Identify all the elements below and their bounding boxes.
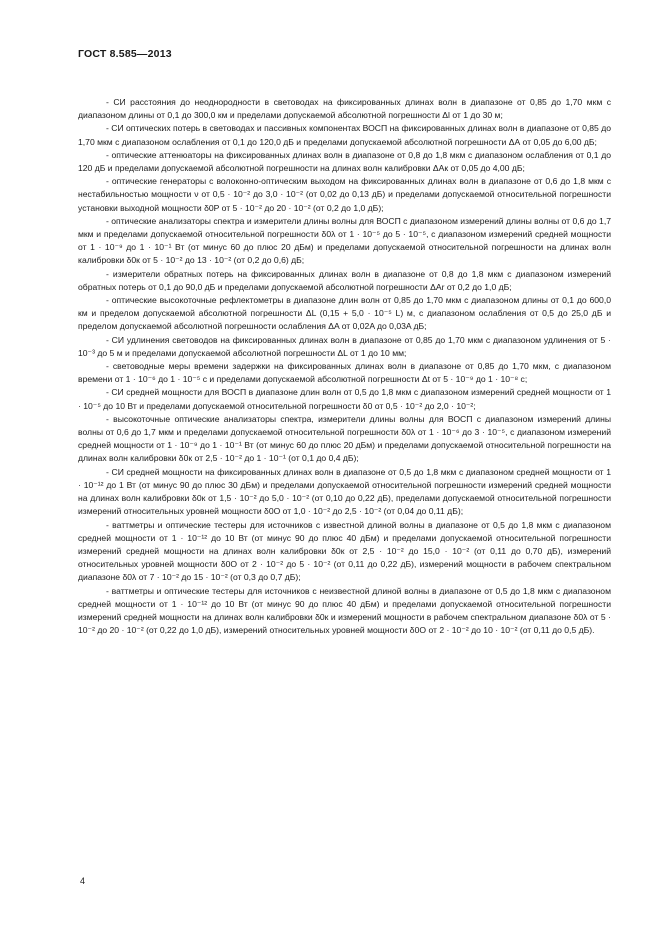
list-item: - оптические анализаторы спектра и измерители длины волны для ВОСП с диапазоном измерений длины волны от 0,6 до 1,7 мкм и пределами допускаемой относительной погрешности δ0λ от 1 · 10⁻⁵ до 5 · 10⁻⁵, с диапазоном измерений средней мощности от 1 · 10⁻⁹ до 1 · 10⁻¹ Вт (от минус 60 до плюс 20 дБм) и пределами допускаемой относительной погрешности на длинах волн калибровки δ0к от 5 · 10⁻² до 13 · 10⁻² (от 0,2 до 0,6) дБ;	[78, 215, 611, 266]
list-item: - СИ удлинения световодов на фиксированных длинах волн в диапазоне от 0,85 до 1,70 мкм с диапазоном удлинения от 5 · 10⁻³ до 5 м и пределами допускаемой абсолютной погрешности ΔL от 1 до 10 мм;	[78, 334, 611, 358]
list-item: - СИ средней мощности для ВОСП в диапазоне длин волн от 0,5 до 1,8 мкм с диапазоном измерений средней мощности от 1 · 10⁻⁵ до 10 Вт и пределами допускаемой относительной погрешности δ0 от 0,5 · 10⁻² до 2,0 · 10⁻²;	[78, 387, 611, 411]
list-item: - оптические генераторы с волоконно-оптическим выходом на фиксированных длинах волн в диапазоне от 0,6 до 1,8 мкм с нестабильностью мощности ν от 0,5 · 10⁻² до 3,0 · 10⁻² (от 0,02 до 0,13 дБ) и пределами допускаемой относительной погрешности установки выходной мощности δ0P от 5 · 10⁻² до 20 · 10⁻² (от 0,2 до 1,0 дБ);	[78, 176, 611, 213]
list-item: - ваттметры и оптические тестеры для источников с известной длиной волны в диапазоне от 0,5 до 1,8 мкм с диапазоном средней мощности от 1 · 10⁻¹² до 10 Вт (от минус 90 до плюс 40 дБм) и пределами допускаемой относительной погрешности измерений средней мощности на длинах волн калибровки δ0к от 2,5 · 10⁻² до 15,0 · 10⁻² (от 0,11 до 0,70 дБ), измерений относительных уровней мощности δ0О от 2 · 10⁻² до 5 · 10⁻² (от 0,11 до 0,22 дБ), измерений мощности в рабочем спектральном диапазоне δ0λ от 7 · 10⁻² до 15 · 10⁻² (от 0,3 до 0,7 дБ);	[78, 519, 611, 583]
page-number: 4	[80, 876, 86, 886]
list-item: - СИ средней мощности на фиксированных длинах волн в диапазоне от 0,5 до 1,8 мкм с диапазоном средней мощности от 1 · 10⁻¹² до 1 Вт (от минус 90 до плюс 30 дБм) и пределами допускаемой относительной погрешности измерений средней мощности на длинах волн калибровки δ0к от 1,5 · 10⁻² до 5,0 · 10⁻² (от 0,10 до 0,22 дБ), пределами допускаемой относительной погрешности измерений относительных уровней мощности δ0О от 1,0 · 10⁻² до 2,5 · 10⁻² (от 0,04 до 0,11 дБ);	[78, 466, 611, 517]
document-header: ГОСТ 8.585—2013	[78, 48, 172, 60]
list-item: - оптические аттенюаторы на фиксированных длинах волн в диапазоне от 0,8 до 1,8 мкм с диапазоном ослабления от 0,1 до 120 дБ и пределами допускаемой абсолютной погрешности на длинах волн калибровки ΔAк от 0,05 до 4,00 дБ;	[78, 149, 611, 174]
list-item: - измерители обратных потерь на фиксированных длинах волн в диапазоне от 0,8 до 1,8 мкм с диапазоном измерений обратных потерь от 0,1 до 90,0 дБ и пределами допускаемой абсолютной погрешности ΔAr от 0,2 до 1,0 дБ;	[78, 268, 611, 292]
document-body	[78, 96, 611, 637]
list-item: - СИ оптических потерь в световодах и пассивных компонентах ВОСП на фиксированных длинах волн в диапазоне от 0,85 до 1,70 мкм с диапазоном ослабления от 0,1 до 120,0 дБ и пределами допускаемой абсолютной погрешности ΔА от 0,05 до 6,00 дБ;	[78, 123, 611, 147]
list-item: - световодные меры времени задержки на фиксированных длинах волн в диапазоне от 0,85 до 1,70 мкм, с диапазоном времени от 1 · 10⁻⁶ до 1 · 10⁻⁵ с и пределами допускаемой абсолютной погрешности Δt от 5 · 10⁻⁹ до 1 · 10⁻⁸ с;	[78, 361, 611, 385]
list-item: - оптические высокоточные рефлектометры в диапазоне длин волн от 0,85 до 1,70 мкм с диапазоном длины от 0,1 до 600,0 км и пределом допускаемой абсолютной погрешности ΔL (0,15 + 5,0 · 10⁻⁵ L) м, с диапазоном ослабления от 0,5 до 25,0 дБ и пределом допускаемой абсолютной погрешности ослабления ΔA от 0,02A до 0,03A дБ;	[78, 295, 611, 332]
list-item: - ваттметры и оптические тестеры для источников с неизвестной длиной волны в диапазоне от 0,5 до 1,8 мкм с диапазоном средней мощности от 1 · 10⁻¹² до 10 Вт (от минус 90 до плюс 40 дБм) и пределами допускаемой относительной погрешности измерений средней мощности на длинах волн калибровки δ0к и измерений мощности в рабочем спектральном диапазоне δ0λ от 5 · 10⁻² до 20 · 10⁻² (от 0,22 до 1,0 дБ), измерений относительных уровней мощности δ0О от 2 · 10⁻² до 10 · 10⁻² (от 0,11 до 0,5 дБ).	[78, 585, 611, 636]
list-item: - высокоточные оптические анализаторы спектра, измерители длины волны для ВОСП с диапазоном измерений длины волны от 0,6 до 1,7 мкм и пределами допускаемой относительной погрешности δ0λ от 1 · 10⁻⁶ до 3 · 10⁻⁵, с диапазоном измерений средней мощности от 1 · 10⁻⁹ до 1 · 10⁻¹ Вт (от минус 60 до плюс 20 дБм) и пределами допускаемой относительной погрешности на длинах волн калибровки δ0к от 2,5 · 10⁻² до 1 · 10⁻¹ (от 0,1 до 0,4 дБ);	[78, 413, 611, 464]
list-item: - СИ расстояния до неоднородности в световодах на фиксированных длинах волн в диапазоне от 0,85 до 1,70 мкм с диапазоном длины от 0,1 до 300,0 км и пределами допускаемой абсолютной погрешности Δl от 1 до 30 м;	[78, 97, 611, 121]
